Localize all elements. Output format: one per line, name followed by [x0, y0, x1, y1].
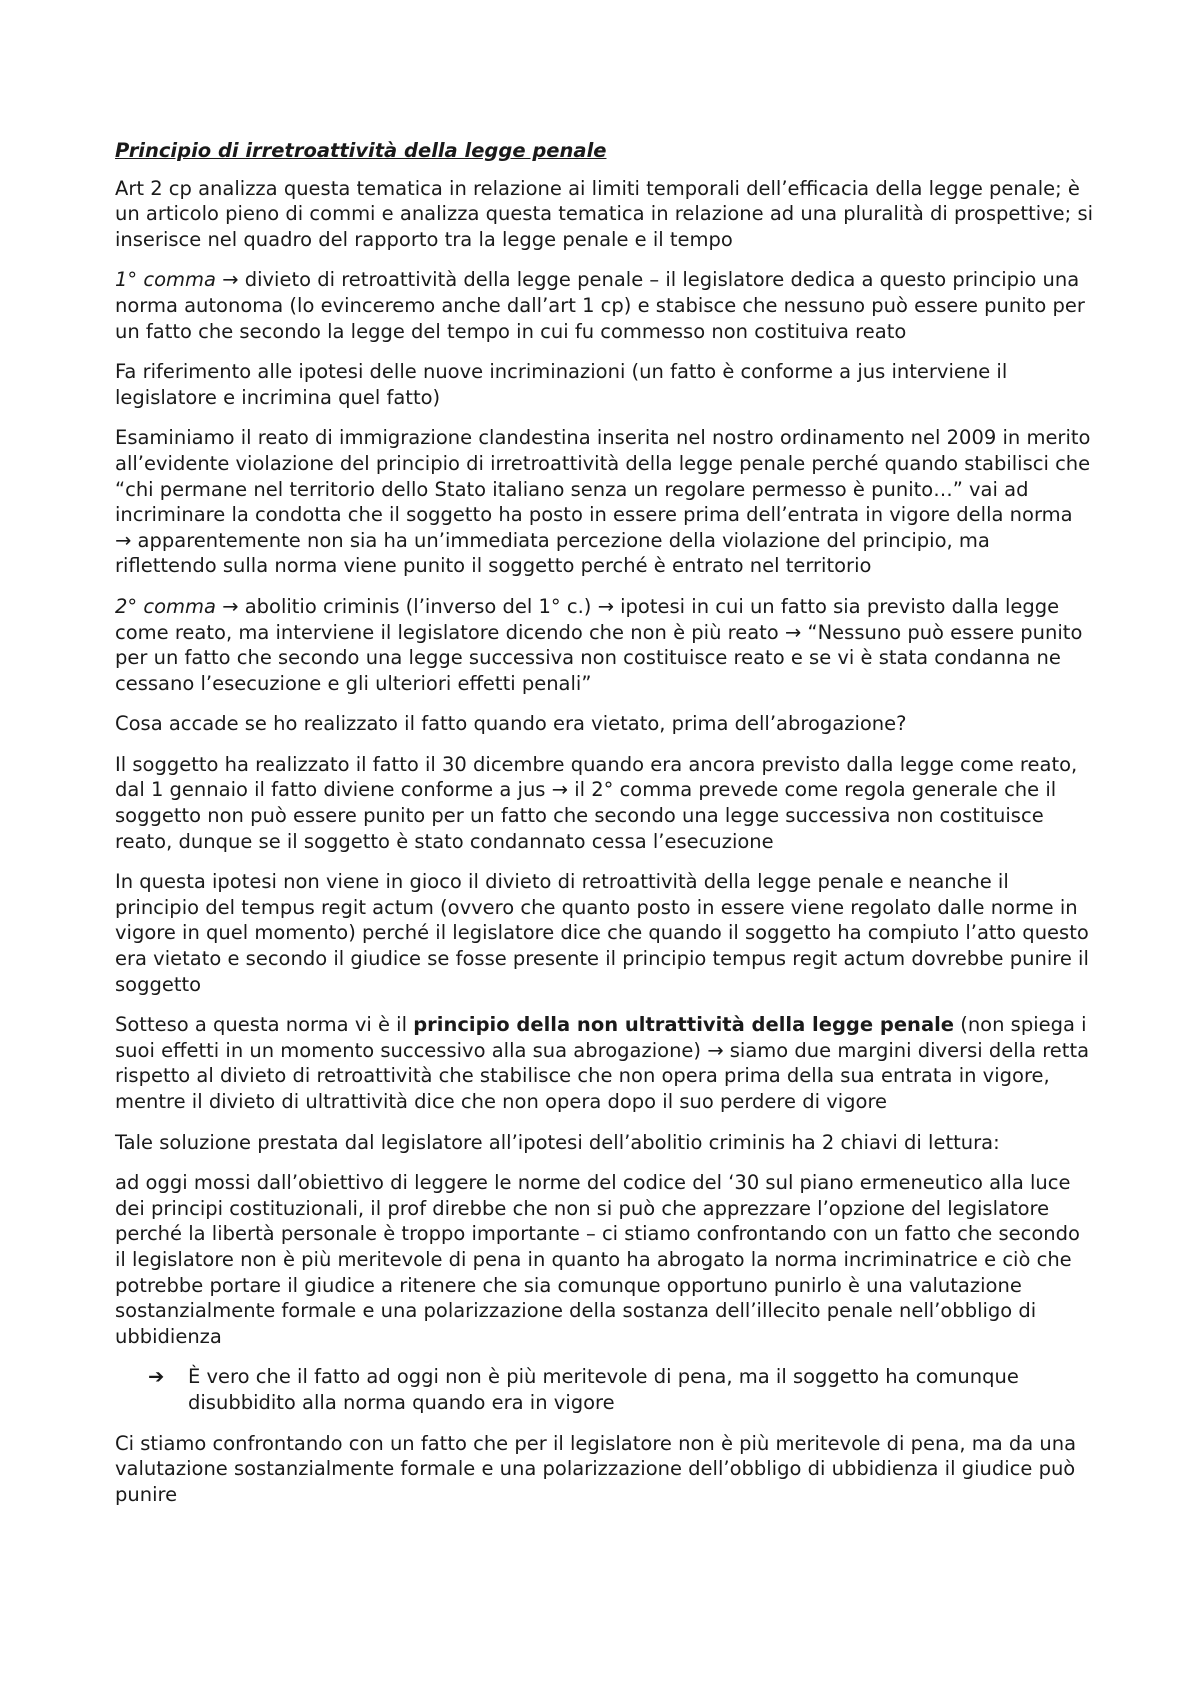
second-comma-text: → abolitio criminis (l’inverso del 1° c.) → ipotesi in cui un fatto sia previsto dalla legge come reato, ma interviene il legislatore dicendo che non è più reato → “Nessuno può essere punito per un fatto che secondo una legge successiva non costituisce reato e se vi è stata condanna ne cessano l’esecuzione e gli ulteriori effetti penali” — [115, 594, 1083, 695]
second-comma-label: 2° comma — [115, 594, 216, 618]
paragraph-tempus-regit-actum: In questa ipotesi non viene in gioco il divieto di retroattività della legge penale e neanche il principio del tempus regit actum (ovvero che quanto posto in essere viene regolato dalle norme in vigore in quel momento) perché il legislatore dice che quando il soggetto ha compiuto l’atto questo era vietato e secondo il giudice se fosse presente il principio tempus regit actum dovrebbe punire il soggetto — [115, 870, 1089, 996]
paragraph-conclusion: Ci stiamo confrontando con un fatto che per il legislatore non è più meritevole di pena, ma da una valutazione sostanzialmente formale e una polarizzazione dell’obbligo di ubbidienza il giudice può punire — [115, 1431, 1077, 1506]
paragraph-new-incriminations: Fa riferimento alle ipotesi delle nuove incriminazioni (un fatto è conforme a jus interviene il legislatore e incrimina quel fatto) — [115, 360, 1008, 409]
arrow-right-icon: ➔ — [148, 1365, 165, 1389]
document-title: Principio di irretroattività della legge penale — [115, 139, 607, 162]
bullet-item — [148, 1364, 1095, 1415]
paragraph-non-ultrattivita — [115, 1012, 1095, 1114]
non-ultrattivita-principle: principio della non ultrattività della legge penale — [413, 1013, 955, 1037]
paragraph-question: Cosa accade se ho realizzato il fatto quando era vietato, prima dell’abrogazione? — [115, 712, 907, 736]
paragraph-example-30-december: Il soggetto ha realizzato il fatto il 30 dicembre quando era ancora previsto dalla legge come reato, dal 1 gennaio il fatto diviene conforme a jus → il 2° comma prevede come regola generale che il soggetto non può essere punito per un fatto che secondo una legge successiva non costituisce reato, dunque se il soggetto è stato condannato cessa l’esecuzione — [115, 752, 1078, 853]
paragraph-two-keys: Tale soluzione prestata dal legislatore all’ipotesi dell’abolitio criminis ha 2 chiavi di lettura: — [115, 1130, 1000, 1154]
first-comma-text: → divieto di retroattività della legge penale – il legislatore dedica a questo principio una norma autonoma (lo evinceremo anche dall’art 1 cp) e stabisce che nessuno può essere punito per un fatto che secondo la legge del tempo in cui fu commesso non costituiva reato — [115, 268, 1085, 343]
paragraph-first-comma — [115, 267, 1095, 344]
paragraph-first-key: ad oggi mossi dall’obiettivo di leggere le norme del codice del ‘30 sul piano ermeneutico alla luce dei principi costituzionali, il prof direbbe che non si può che apprezzare l’opzione del legislatore perché la libertà personale è troppo importante – ci stiamo confrontando con un fatto che secondo il legislatore non è più meritevole di pena in quanto ha abrogato la norma incriminatrice e ciò che potrebbe portare il giudice a ritenere che sia comunque opportuno punirlo è una valutazione sostanzialmente formale e una polarizzazione della sostanza dell’illecito penale nell’obbligo di ubbidienza — [115, 1171, 1080, 1348]
paragraph-immigration-example: Esaminiamo il reato di immigrazione clandestina inserita nel nostro ordinamento nel 2009 in merito all’evidente violazione del principio di irretroattività della legge penale perché quando stabilisci che “chi permane nel territorio dello Stato italiano senza un regolare permesso è punito…” vai ad incriminare la condotta che il soggetto ha posto in essere prima dell’entrata in vigore della norma → apparentemente non sia ha un’immediata percezione della violazione del principio, ma riflettendo sulla norma viene punito il soggetto perché è entrato nel territorio — [115, 426, 1091, 578]
bullet-text: È vero che il fatto ad oggi non è più meritevole di pena, ma il soggetto ha comunque disubbidito alla norma quando era in vigore — [188, 1365, 1019, 1414]
first-comma-label: 1° comma — [115, 268, 216, 292]
non-ultrattivita-post: (non spiega i suoi effetti in un momento successivo alla sua abrogazione) → siamo due margini diversi della retta rispetto al divieto di retroattività che stabilisce che non opera prima della sua entrata in vigore, mentre il divieto di ultrattività dice che non opera dopo il suo perdere di vigore — [115, 1013, 1090, 1113]
document-body — [115, 138, 1095, 1522]
paragraph-art2: Art 2 cp analizza questa tematica in relazione ai limiti temporali dell’efficacia della legge penale; è un articolo pieno di commi e analizza questa tematica in relazione ad una pluralità di prospettive; si inserisce nel quadro del rapporto tra la legge penale e il tempo — [115, 176, 1094, 251]
non-ultrattivita-pre: Sotteso a questa norma vi è il — [115, 1013, 414, 1037]
paragraph-second-comma — [115, 594, 1095, 696]
